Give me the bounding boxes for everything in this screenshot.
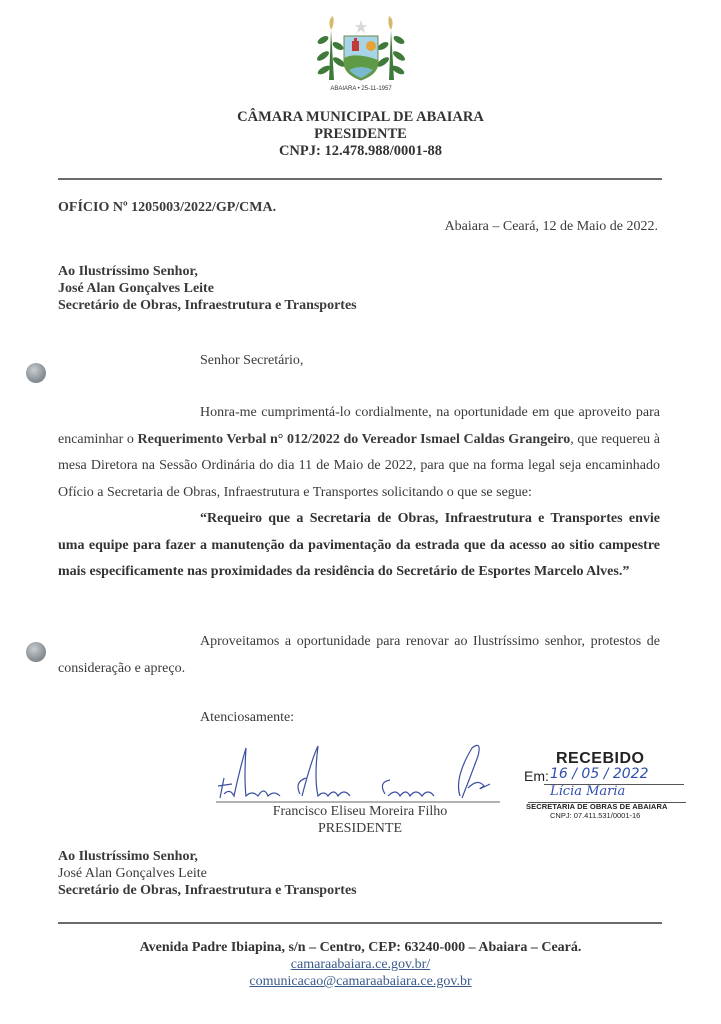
receiver-signature: Lícia Maria — [550, 784, 626, 799]
paragraph-2-text: Aproveitamos a oportunidade para renovar ao Ilustríssimo senhor, protestos de consideração e apreço. — [58, 634, 660, 676]
received-department: SECRETARIA DE OBRAS DE ABAIARA — [526, 802, 668, 811]
requirement-quote — [58, 506, 660, 586]
recipient-name-bottom: José Alan Gonçalves Leite — [58, 866, 207, 881]
received-stamp-title: RECEBIDO — [556, 750, 645, 767]
recipient-salutation: Ao Ilustríssimo Senhor, — [58, 264, 198, 279]
institution-cnpj: CNPJ: 12.478.988/0001-88 — [278, 143, 443, 159]
requirement-reference: Requerimento Verbal n° 012/2022 do Vereador Ismael Caldas Grangeiro — [137, 431, 571, 447]
recipient-name: José Alan Gonçalves Leite — [58, 281, 214, 296]
signatory-name: Francisco Eliseu Moreira Filho — [272, 804, 448, 819]
header-divider — [58, 178, 662, 180]
paragraph-1-intro: Honra-me cumprimentá-lo cordialmente, na oportunidade em que aproveito para encaminhar o — [58, 405, 660, 447]
paragraph-1-rest: , que requereu à mesa Diretora na Sessão Ordinária do dia 11 de Maio de 2022, para que na forma legal seja encaminhado Ofício a Secretaria de Obras, Infraestrutura e Transportes solicitando o que se segue: — [58, 431, 660, 500]
footer-address: Avenida Padre Ibiapina, s/n – Centro, CEP: 63240-000 – Abaiara – Ceará. — [139, 940, 582, 955]
place-and-date: Abaiara – Ceará, 12 de Maio de 2022. — [444, 219, 658, 234]
punch-hole — [26, 363, 46, 383]
logo-caption: ABAIARA • 25-11-1957 — [330, 86, 392, 92]
coat-of-arms-logo — [311, 10, 411, 94]
handwritten-signature — [210, 738, 510, 808]
received-date-label: Em: — [524, 768, 549, 784]
closing: Atenciosamente: — [200, 710, 295, 725]
body-paragraph-2 — [58, 629, 660, 682]
institution-office: PRESIDENTE — [314, 126, 407, 142]
recipient-salutation-bottom: Ao Ilustríssimo Senhor, — [58, 849, 198, 864]
footer-website-link[interactable]: camaraabaiara.ce.gov.br/ — [290, 957, 431, 972]
footer-email-link[interactable]: comunicacao@camaraabaiara.ce.gov.br — [249, 974, 472, 989]
recipient-title: Secretário de Obras, Infraestrutura e Transportes — [58, 298, 357, 313]
received-department-cnpj: CNPJ: 07.411.531/0001-16 — [550, 811, 641, 820]
quote-text: “Requeiro que a Secretaria de Obras, Infraestrutura e Transportes envie uma equipe para fazer a manutenção da pavimentação da estrada que da acesso ao sitio campestre mais especificamente nas proximidades da residência do Secretário de Esportes Marcelo Alves.” — [58, 511, 660, 579]
body-paragraph-1 — [58, 400, 660, 506]
received-stamp — [520, 748, 690, 826]
received-date: 16 / 05 / 2022 — [550, 766, 649, 782]
document-reference: OFÍCIO Nº 1205003/2022/GP/CMA. — [58, 200, 277, 215]
punch-hole — [26, 642, 46, 662]
institution-name: CÂMARA MUNICIPAL DE ABAIARA — [237, 109, 484, 125]
greeting: Senhor Secretário, — [200, 353, 304, 368]
footer-divider — [58, 922, 662, 924]
signatory-role: PRESIDENTE — [318, 821, 402, 836]
recipient-title-bottom: Secretário de Obras, Infraestrutura e Transportes — [58, 883, 357, 898]
municipal-coat-of-arms-icon — [311, 10, 411, 94]
